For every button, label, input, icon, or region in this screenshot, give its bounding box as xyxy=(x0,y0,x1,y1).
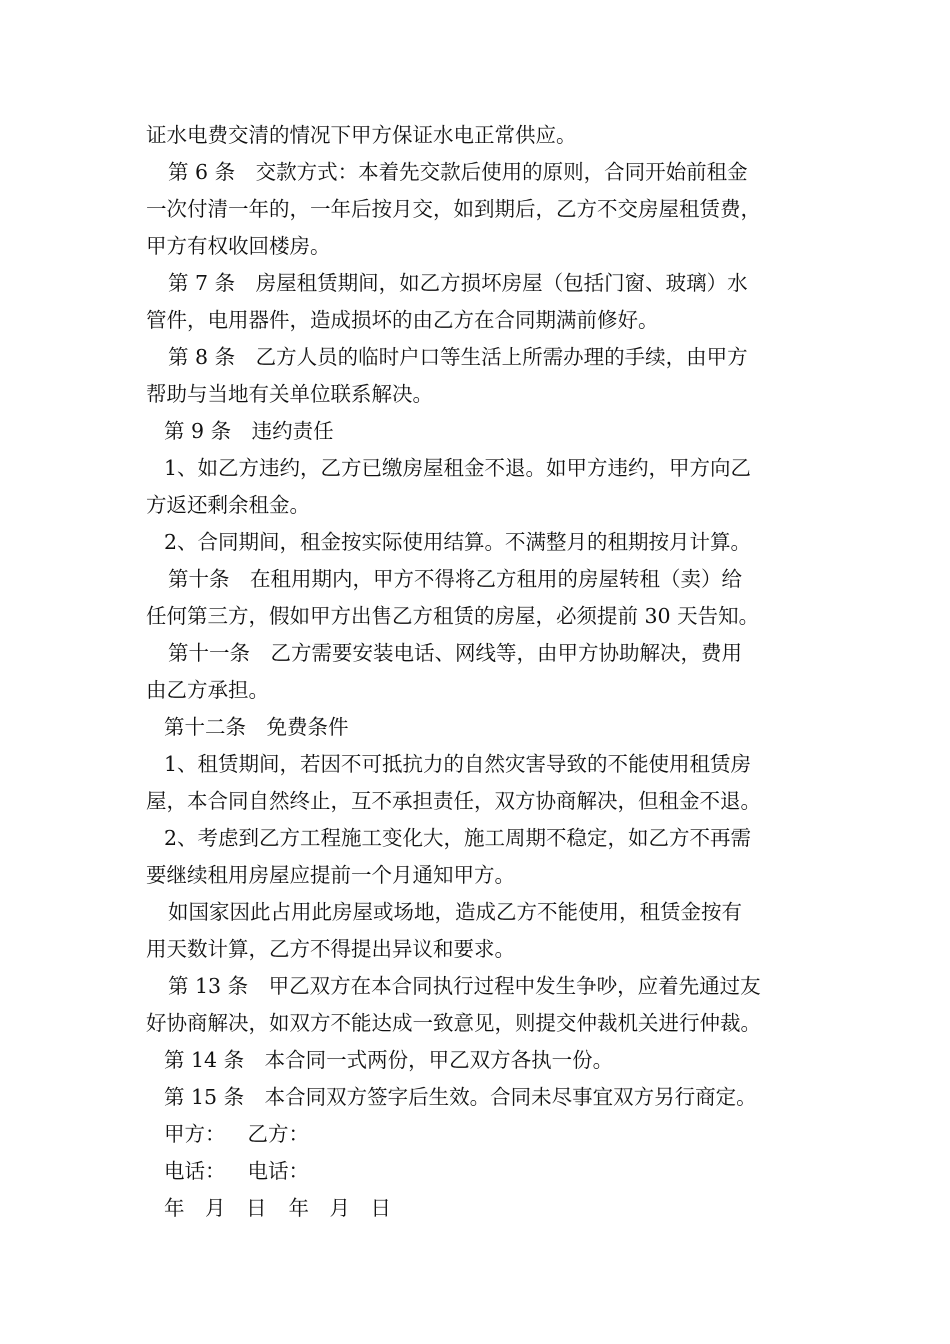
text-line-26: 第 14 条 本合同一式两份，甲乙双方各执一份。 xyxy=(164,1048,614,1072)
text-line-7: 第 8 条 乙方人员的临时户口等生活上所需办理的手续，由甲方 xyxy=(168,345,748,369)
text-line-10: 1、如乙方违约，乙方已缴房屋租金不退。如甲方违约，甲方向乙 xyxy=(164,456,752,480)
contract-text xyxy=(146,117,826,1227)
party-b-label: 乙方： xyxy=(247,1122,309,1146)
text-line-9: 第 9 条 违约责任 xyxy=(164,419,334,443)
text-line-22: 如国家因此占用此房屋或场地，造成乙方不能使用，租赁金按有 xyxy=(168,900,742,924)
text-line-2: 第 6 条 交款方式：本着先交款后使用的原则，合同开始前租金 xyxy=(168,160,748,184)
text-line-27: 第 15 条 本合同双方签字后生效。合同未尽事宜双方另行商定。 xyxy=(164,1085,757,1109)
date-b: 年 月 日 xyxy=(288,1196,391,1220)
text-line-17: 第十二条 免费条件 xyxy=(164,715,349,739)
text-line-8: 帮助与当地有关单位联系解决。 xyxy=(146,382,433,406)
text-line-25: 好协商解决，如双方不能达成一致意见，则提交仲裁机关进行仲裁。 xyxy=(146,1011,761,1035)
text-line-14: 任何第三方，假如甲方出售乙方租赁的房屋，必须提前 30 天告知。 xyxy=(146,604,760,628)
date-a: 年 月 日 xyxy=(164,1196,267,1220)
signature-date-row xyxy=(146,1190,826,1227)
text-line-24: 第 13 条 甲乙双方在本合同执行过程中发生争吵，应着先通过友 xyxy=(168,974,761,998)
signature-phone-row xyxy=(146,1153,826,1190)
text-line-5: 第 7 条 房屋租赁期间，如乙方损坏房屋（包括门窗、玻璃）水 xyxy=(168,271,748,295)
text-line-3: 一次付清一年的，一年后按月交，如到期后，乙方不交房屋租赁费， xyxy=(146,197,761,221)
text-line-12: 2、合同期间，租金按实际使用结算。不满整月的租期按月计算。 xyxy=(164,530,752,554)
phone-b-label: 电话： xyxy=(247,1159,309,1183)
party-a-label: 甲方： xyxy=(164,1122,226,1146)
signature-party-row xyxy=(146,1116,826,1153)
text-line-18: 1、租赁期间，若因不可抵抗力的自然灾害导致的不能使用租赁房 xyxy=(164,752,752,776)
text-line-15: 第十一条 乙方需要安装电话、网线等，由甲方协助解决，费用 xyxy=(168,641,742,665)
text-line-21: 要继续租用房屋应提前一个月通知甲方。 xyxy=(146,863,515,887)
text-line-19: 屋，本合同自然终止，互不承担责任，双方协商解决，但租金不退。 xyxy=(146,789,761,813)
text-line-23: 用天数计算，乙方不得提出异议和要求。 xyxy=(146,937,515,961)
text-line-4: 甲方有权收回楼房。 xyxy=(146,234,331,258)
text-line-6: 管件，电用器件，造成损坏的由乙方在合同期满前修好。 xyxy=(146,308,659,332)
text-line-13: 第十条 在租用期内，甲方不得将乙方租用的房屋转租（卖）给 xyxy=(168,567,742,591)
text-line-20: 2、考虑到乙方工程施工变化大，施工周期不稳定，如乙方不再需 xyxy=(164,826,752,850)
phone-a-label: 电话： xyxy=(164,1159,226,1183)
text-line-16: 由乙方承担。 xyxy=(146,678,269,702)
text-line-1: 证水电费交清的情况下甲方保证水电正常供应。 xyxy=(146,123,577,147)
text-line-11: 方返还剩余租金。 xyxy=(146,493,310,517)
